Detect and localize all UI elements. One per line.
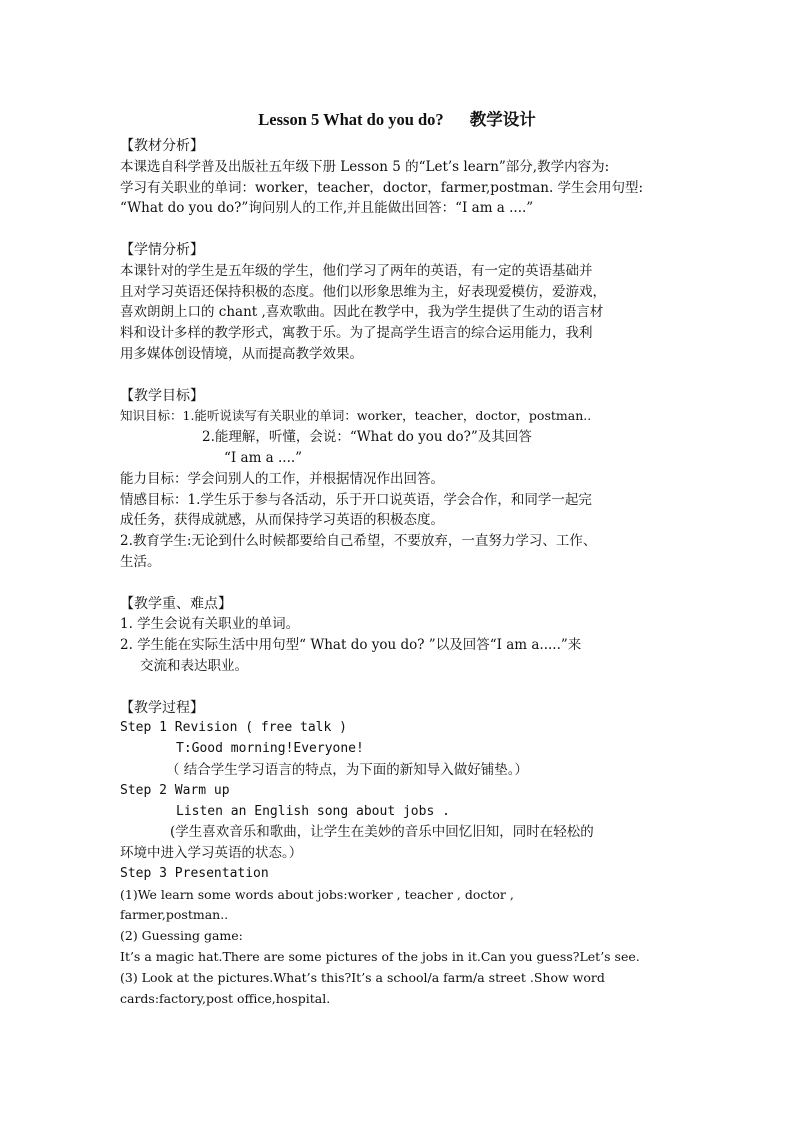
paragraph-line: 喜欢朗朗上口的 chant ,喜欢歌曲。因此在教学中，我为学生提供了生动的语言材	[120, 304, 604, 321]
paragraph-line: 2.能理解，听懂，会说：“What do you do?”及其回答	[202, 429, 532, 446]
paragraph-line: 学习有关职业的单词：worker，teacher，doctor，farmer,postman. 学生会用句型:	[120, 179, 644, 196]
step-line: farmer,postman..	[120, 907, 229, 923]
step-heading: Step 2 Warm up	[120, 782, 230, 798]
step-note: 环境中进入学习英语的状态。）	[120, 845, 303, 862]
page-title	[0, 106, 794, 130]
step-line: cards:factory,post office,hospital.	[120, 990, 331, 1006]
step-line: Listen an English song about jobs .	[176, 803, 450, 819]
step-note: （ 结合学生学习语言的特点，为下面的新知导入做好铺垫。）	[166, 761, 529, 778]
list-item: 1. 学生会说有关职业的单词。	[120, 616, 300, 633]
paragraph-line: 料和设计多样的教学形式，寓教于乐。为了提高学生语言的综合运用能力，我利	[120, 325, 593, 342]
section-heading-teaching-goals: 【教学目标】	[120, 387, 204, 404]
paragraph-line: 知识目标：1.能听说读写有关职业的单词：worker，teacher，doctor，postman..	[120, 408, 592, 424]
paragraph-line: “I am a ....”	[224, 449, 303, 466]
section-heading-teaching-process: 【教学过程】	[120, 699, 204, 716]
paragraph-line: 且对学习英语还保持积极的态度。他们以形象思维为主，好表现爱模仿，爱游戏，	[120, 283, 606, 300]
list-item: 2. 学生能在实际生活中用句型“ What do you do? ”以及回答“I am a.....”来	[120, 637, 582, 654]
step-heading: Step 3 Presentation	[120, 865, 269, 881]
spacer	[120, 573, 676, 594]
spacer	[120, 677, 676, 698]
step-line: T:Good morning!Everyone!	[176, 741, 364, 757]
step-line: It’s a magic hat.There are some pictures of the jobs in it.Can you guess?Let’s see.	[120, 949, 640, 965]
title-english: Lesson 5 What do you do?	[258, 110, 444, 129]
paragraph-line: 能力目标：学会问别人的工作，并根据情况作出回答。	[120, 470, 444, 487]
paragraph-line: 2.教育学生:无论到什么时候都要给自己希望，不要放弃，一直努力学习、工作、	[120, 533, 597, 550]
spacer	[120, 365, 676, 386]
step-line: (2) Guessing game:	[120, 928, 243, 944]
paragraph-line: 本课选自科学普及出版社五年级下册 Lesson 5 的“Let’s learn”部分,教学内容为:	[120, 158, 610, 175]
paragraph-line: 本课针对的学生是五年级的学生，他们学习了两年的英语，有一定的英语基础并	[120, 262, 593, 279]
step-line: (1)We learn some words about jobs:worker , teacher , doctor ,	[120, 886, 514, 902]
paragraph-line: 情感目标：1.学生乐于参与各活动，乐于开口说英语，学会合作，和同学一起完	[120, 491, 592, 508]
section-heading-textbook-analysis: 【教材分析】	[120, 138, 204, 154]
paragraph-line: 生活。	[120, 553, 161, 570]
paragraph-line: “What do you do?”询问别人的工作,并且能做出回答：“I am a ....”	[120, 200, 534, 217]
step-note: (学生喜欢音乐和歌曲，让学生在美妙的音乐中回忆旧知，同时在轻松的	[170, 824, 594, 841]
paragraph-line: 用多媒体创设情境，从而提高教学效果。	[120, 345, 363, 362]
section-heading-student-analysis: 【学情分析】	[120, 241, 204, 258]
step-line: (3) Look at the pictures.What’s this?It’s a school/a farm/a street .Show word	[120, 969, 605, 985]
section-heading-key-points: 【教学重、难点】	[120, 595, 232, 612]
document-body	[120, 136, 676, 1009]
list-item-continuation: 交流和表达职业。	[140, 657, 248, 674]
spacer	[120, 219, 676, 240]
step-heading: Step 1 Revision ( free talk )	[120, 720, 347, 736]
paragraph-line: 成任务，获得成就感，从而保持学习英语的积极态度。	[120, 512, 444, 529]
title-chinese: 教学设计	[469, 110, 536, 129]
